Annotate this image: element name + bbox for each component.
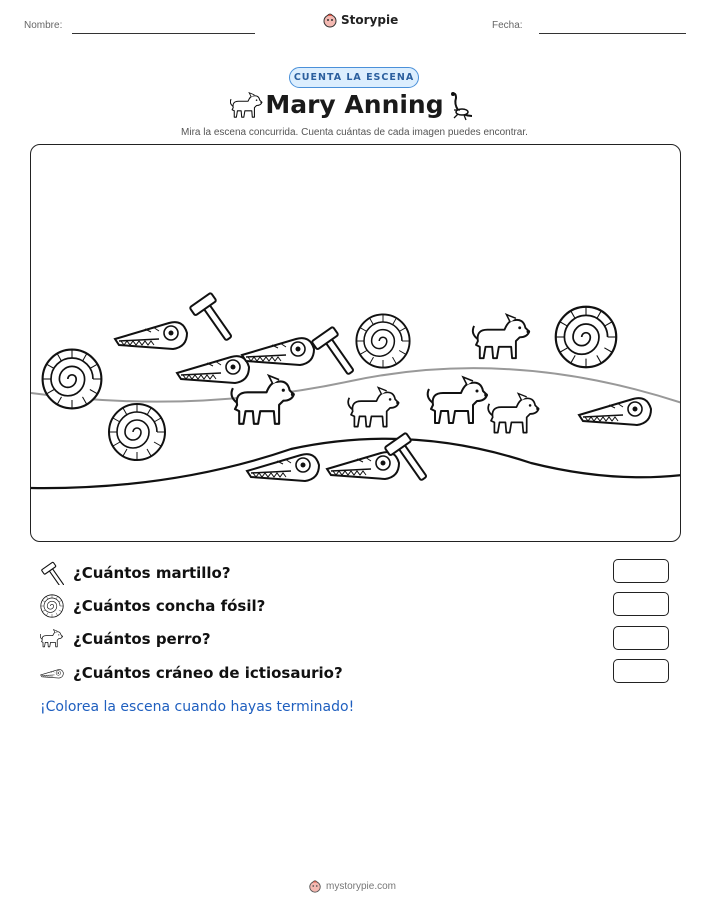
logo-text: Storypie (341, 13, 399, 27)
ammonite-4 (556, 307, 616, 367)
site-footer (308, 879, 396, 893)
hammer-2 (312, 327, 354, 375)
storypie-logo-icon (308, 879, 322, 893)
scene-drawing (31, 145, 681, 542)
site-url[interactable]: mystorypie.com (326, 880, 397, 892)
ichthyosaur-skull-4 (247, 454, 319, 481)
plesiosaur-icon (446, 90, 476, 122)
logo (322, 12, 398, 28)
answer-box-skull[interactable] (613, 659, 669, 683)
question-skull (40, 661, 343, 685)
name-label: Nombre: (24, 20, 63, 31)
question-label: ¿Cuántos cráneo de ictiosaurio? (73, 664, 343, 682)
question-label: ¿Cuántos perro? (73, 630, 211, 648)
date-label: Fecha: (492, 20, 523, 31)
ichthyosaur-skull-icon (40, 661, 64, 685)
dog-2 (348, 388, 399, 427)
counting-scene (30, 144, 681, 542)
question-label: ¿Cuántos concha fósil? (73, 597, 266, 615)
dog-5 (488, 394, 539, 433)
question-dog (40, 627, 211, 651)
dog-4 (473, 315, 530, 359)
ammonite-1 (43, 350, 102, 409)
ichthyosaur-skull-5 (327, 452, 399, 479)
hammer-1 (190, 293, 232, 341)
dog-1 (232, 376, 295, 424)
question-label: ¿Cuántos martillo? (73, 564, 231, 582)
dog-icon (40, 627, 64, 651)
date-line[interactable] (539, 33, 686, 34)
answer-box-ammonite[interactable] (613, 592, 669, 616)
activity-badge: CUENTA LA ESCENA (289, 67, 419, 88)
page-title: Mary Anning (265, 90, 444, 119)
ammonite-icon (40, 594, 64, 618)
hammer-icon (40, 561, 64, 585)
ichthyosaur-skull-3 (242, 338, 314, 365)
dog-3 (428, 377, 488, 423)
ichthyosaur-skull-1 (115, 322, 187, 349)
back-hill (31, 368, 681, 403)
question-ammonite (40, 594, 265, 618)
ammonite-2 (109, 404, 165, 460)
ammonite-3 (356, 314, 409, 367)
ichthyosaur-skull-2 (177, 356, 249, 383)
instructions: Mira la escena concurrida. Cuenta cuántas de cada imagen puedes encontrar. (181, 127, 528, 138)
answer-box-dog[interactable] (613, 626, 669, 650)
storypie-logo-icon (322, 12, 338, 28)
coloring-note: ¡Colorea la escena cuando hayas terminado! (40, 699, 355, 715)
question-hammer (40, 561, 231, 585)
answer-box-hammer[interactable] (613, 559, 669, 583)
ichthyosaur-skull-6 (579, 398, 651, 425)
name-line[interactable] (72, 33, 255, 34)
